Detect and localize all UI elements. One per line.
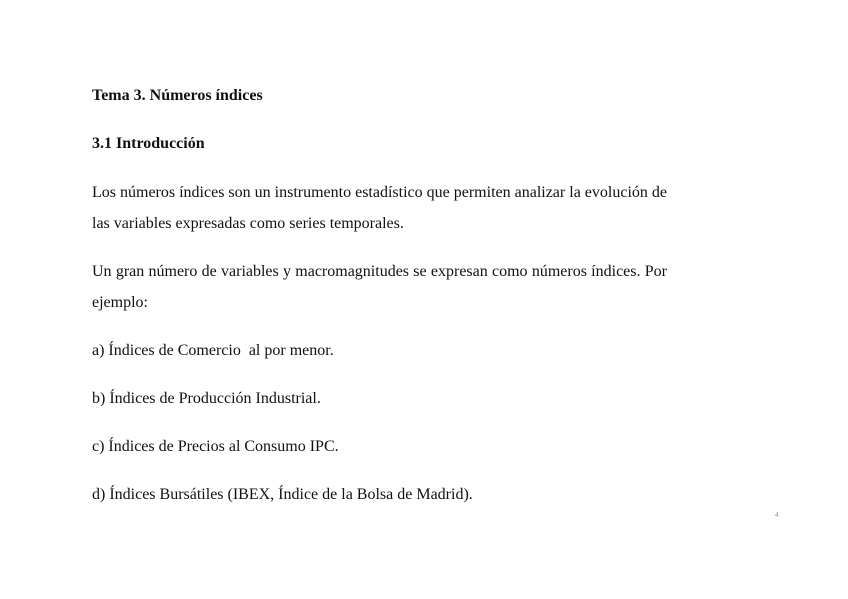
list-item: b) Índices de Producción Industrial. <box>92 390 321 407</box>
document-title: Tema 3. Números índices <box>92 87 263 104</box>
page-number: 4 <box>775 512 779 519</box>
list-item: d) Índices Bursátiles (IBEX, Índice de la Bolsa de Madrid). <box>92 486 473 503</box>
intro-paragraph: Los números índices son un instrumento estadístico que permiten analizar la evolución de las variables expresadas como series temporales. <box>92 184 667 232</box>
list-item: c) Índices de Precios al Consumo IPC. <box>92 438 339 455</box>
section-title: 3.1 Introducción <box>92 135 205 152</box>
examples-paragraph: Un gran número de variables y macromagnitudes se expresan como números índices. Por ejemplo: <box>92 263 667 311</box>
list-item: a) Índices de Comercio al por menor. <box>92 342 334 359</box>
